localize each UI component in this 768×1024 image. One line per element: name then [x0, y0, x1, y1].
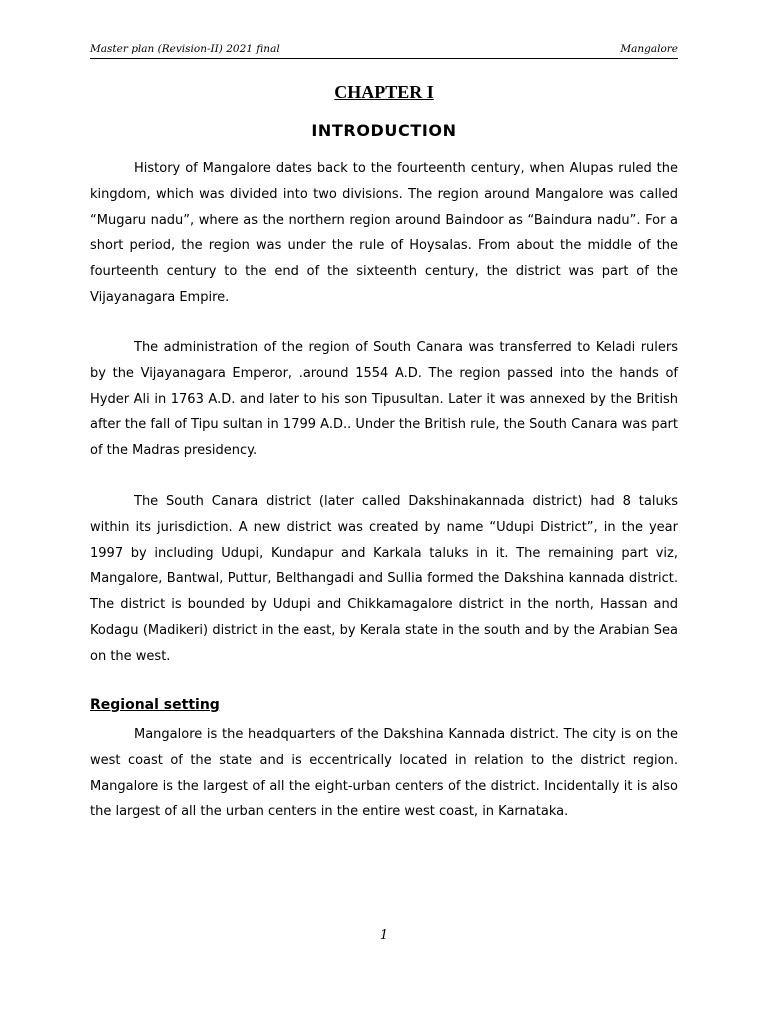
page-header	[90, 42, 678, 59]
administration-paragraph: The administration of the region of South Canara was transferred to Keladi rulers by the Vijayanagara Emperor, .around 1554 A.D. The region passed into the hands of Hyder Ali in 1763 A.D. and later to his son Tipusultan. Later it was annexed by the British after the fall of Tipu sultan in 1799 A.D.. Under the British rule, the South Canara was part of the Madras presidency.	[90, 340, 678, 459]
regional-setting-heading: Regional setting	[90, 697, 220, 713]
history-paragraph: History of Mangalore dates back to the fourteenth century, when Alupas ruled the kingdom, which was divided into two divisions. The region around Mangalore was called “Mugaru nadu”, where as the northern region around Baindoor as “Baindura nadu”. For a short period, the region was under the rule of Hoysalas. From about the middle of the fourteenth century to the end of the sixteenth century, the district was part of the Vijayanagara Empire.	[90, 161, 678, 305]
header-document-title: Master plan (Revision-II) 2021 final	[90, 43, 280, 55]
page-number: 1	[379, 928, 389, 943]
chapter-title: CHAPTER I	[334, 82, 434, 102]
section-title: INTRODUCTION	[311, 121, 457, 140]
district-paragraph: The South Canara district (later called Dakshinakannada district) had 8 taluks within its jurisdiction. A new district was created by name “Udupi District”, in the year 1997 by including Udupi, Kundapur and Karkala taluks in it. The remaining part viz, Mangalore, Bantwal, Puttur, Belthangadi and Sullia formed the Dakshina kannada district. The district is bounded by Udupi and Chikkamagalore district in the north, Hassan and Kodagu (Madikeri) district in the east, by Kerala state in the south and by the Arabian Sea on the west.	[90, 494, 678, 664]
header-city-name: Mangalore	[620, 43, 678, 55]
regional-setting-paragraph: Mangalore is the headquarters of the Dakshina Kannada district. The city is on the west coast of the state and is eccentrically located in relation to the district region. Mangalore is the largest of all the eight-urban centers of the district. Incidentally it is also the largest of all the urban centers in the entire west coast, in Karnataka.	[90, 727, 678, 820]
